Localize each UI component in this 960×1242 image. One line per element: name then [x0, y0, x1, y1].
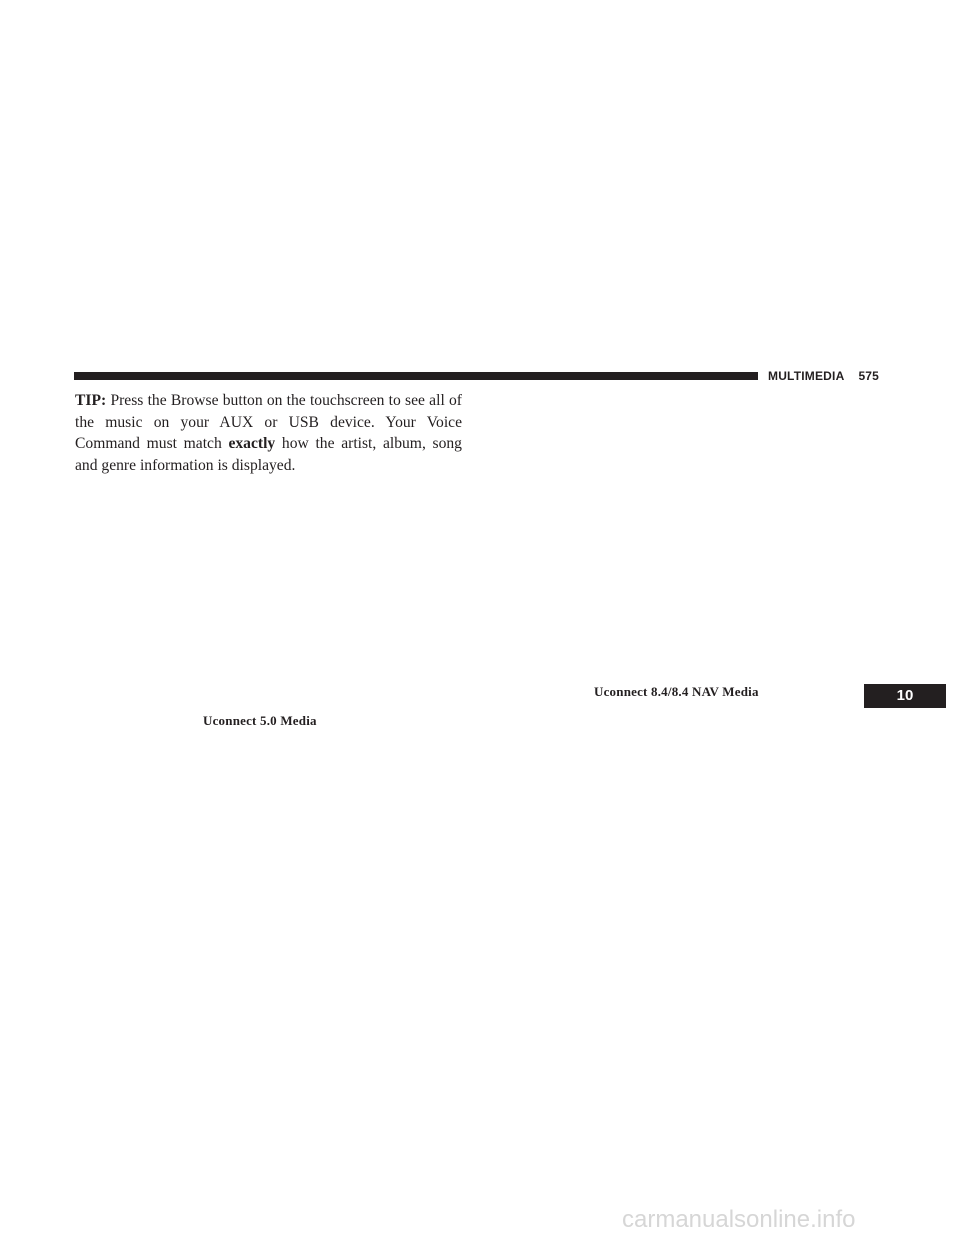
running-header — [768, 368, 893, 384]
figure-caption-uconnect-5-0: Uconnect 5.0 Media — [203, 713, 317, 728]
section-title: MULTIMEDIA — [768, 369, 845, 383]
watermark: carmanualsonline.info — [622, 1206, 856, 1233]
tip-text-before: Press the Browse button on the touchscreen to see all of the music on your AUX or USB device. Your Voice Command must match — [75, 392, 462, 453]
figure-caption-uconnect-8-4: Uconnect 8.4/8.4 NAV Media — [594, 684, 759, 699]
tip-paragraph — [75, 390, 462, 476]
tip-emphasis: exactly — [228, 435, 276, 453]
header-rule — [74, 372, 758, 380]
chapter-tab: 10 — [864, 684, 946, 708]
tip-label: TIP: — [75, 392, 107, 409]
page-number: 575 — [858, 369, 880, 383]
tip-text-after: how the artist, album, song and genre information is displayed. — [75, 435, 462, 474]
